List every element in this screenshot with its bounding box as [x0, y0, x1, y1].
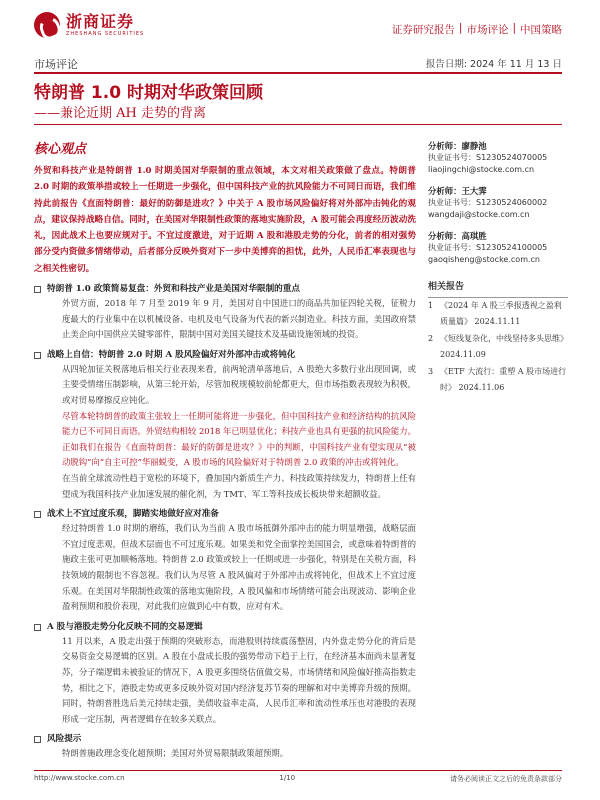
section-paragraph: 特朗普施政理念变化超预期；美国对外贸易限制政策超预期。 — [62, 748, 289, 759]
logo-text-en: ZHESHANG SECURITIES — [66, 30, 145, 37]
section-heading-text: 特朗普 1.0 政策简易复盘：外贸和科技产业是美国对华限制的重点 — [47, 284, 300, 295]
related-report-number: 1 — [428, 301, 434, 310]
analyst-email[interactable]: liaojingchi@stocke.com.cn — [428, 164, 535, 174]
analyst-role: 分析师： — [428, 186, 462, 196]
checkbox-square-icon — [34, 511, 41, 518]
sections-container — [34, 283, 416, 762]
section-tag: 市场评论 — [34, 58, 78, 71]
report-date: 报告日期: 2024 年 11 月 13 日 — [425, 59, 562, 70]
section-heading-text: 战略上自信：特朗普 2.0 时期 A 股风险偏好对外部冲击或将钝化 — [47, 349, 296, 360]
analyst-card — [428, 140, 568, 175]
logo-text-cn: 浙商证券 — [66, 11, 135, 31]
analyst-card — [428, 230, 568, 265]
nav-report-type: 证券研究报告 — [391, 24, 455, 36]
page-header — [0, 0, 600, 52]
related-report-title: 《2024 年 A 股三季报透视之盈利质量篇》 2024.11.11 — [440, 301, 562, 327]
analyst-email[interactable]: wangdaji@stocke.com.cn — [428, 209, 530, 219]
section-paragraph: 经过特朗普 1.0 时期的磨练，我们认为当前 A 股市场抵御外部冲击的能力明显增强，战略层面不宜过度悲观，但战术层面也不可过度乐观。如果美和党全面掌控美国国会，或意味着特朗普的施政主张可更加顺畅落地。特朗普 2.0 政策或较上一任期或进一步强化，特别是在关税方面，科技领域的限制也不容忽视。我们认为尽管 A 股风偏对于外部冲击或将钝化，但战术上不宜过度乐观。在美国对华限制性政策的落地实施阶段，A 股风偏和市场情绪可能会出现波动、影响企业盈利预期和股价表现，对此我们应做到心中有数，应对有术。 — [62, 523, 416, 612]
section-paragraph: 从四轮加征关税落地后相关行业表现来看，前两轮清单落地后，A 股绝大多数行业出现回调，或主要受情绪压制影响，从第三轮开始，尽管加税规模较前轮都更大，但市场指数表现较为积极，或对贸易摩擦反应钝化。 — [62, 363, 416, 406]
section-heading — [34, 349, 416, 362]
footer-website[interactable]: http://www.stocke.com.cn — [34, 774, 125, 782]
section-heading — [34, 733, 416, 746]
logo-mark-icon — [34, 12, 60, 38]
related-report-number: 2 — [428, 333, 434, 343]
analyst-cert: 执业证书号：S1230524100005 — [428, 243, 548, 252]
page-footer — [34, 774, 562, 784]
company-logo — [34, 12, 144, 38]
related-report-title: 《短线复杂化，中线坚持多头思维》 2024.11.09 — [440, 333, 568, 360]
section-paragraph: 在当前全球流动性趋于宽松的环境下，叠加国内新质生产力、科技政策持续发力，特朗普上任有望成为我国科技产业加速发展的催化剂，为 TMT、军工等科技成长板块带来超额收益。 — [62, 473, 416, 499]
analyst-name-row — [428, 140, 568, 152]
checkbox-square-icon — [34, 736, 41, 743]
section-heading-text: 战术上不宜过度乐观，脚踏实地做好应对准备 — [47, 509, 219, 520]
sidebar — [428, 130, 568, 396]
checkbox-square-icon — [34, 352, 41, 359]
related-report-item[interactable] — [428, 364, 568, 397]
analyst-cert: 执业证书号：S1230524060002 — [428, 198, 548, 207]
section-paragraph: 尽管本轮特朗普的政策主张较上一任期可能将进一步强化，但中国科技产业和经济结构的抗风险能力已不可同日而语。外贸结构相较 2018 年已明显优化；科技产业也具有更强的抗风险能力。正如我们在报告《直面特朗普：最好的防御是进攻？》中的判断，中国科技产业有望实现从“被动脱钩”向“自主可控”华丽蜕变，A 股市场的风险偏好对于特朗普 2.0 政策的冲击或将钝化。 — [62, 410, 416, 468]
footer-divider — [34, 770, 562, 771]
report-subtitle: ——兼论近期 AH 走势的背离 — [34, 106, 206, 121]
checkbox-square-icon — [34, 624, 41, 631]
analyst-name: 廖静池 — [461, 141, 487, 151]
report-title: 特朗普 1.0 时期对华政策回顾 — [34, 83, 263, 103]
header-nav: 证券研究报告 | 市场评论 | 中国策略 — [391, 22, 562, 36]
analyst-name: 高琪胜 — [461, 231, 487, 241]
nav-topic: 中国策略 — [520, 24, 562, 36]
related-report-number: 3 — [428, 366, 434, 376]
related-list — [428, 298, 568, 396]
related-report-item[interactable] — [428, 331, 568, 364]
related-heading: 相关报告 — [428, 281, 568, 298]
analyst-card — [428, 185, 568, 220]
header-divider — [34, 72, 562, 74]
section-heading-text: A 股与港股走势分化反映不同的交易逻辑 — [47, 621, 203, 632]
footer-page-number: 1/10 — [279, 774, 296, 782]
section-heading — [34, 508, 416, 521]
analyst-name-row — [428, 230, 568, 242]
section-heading — [34, 621, 416, 634]
section-heading — [34, 283, 416, 296]
checkbox-square-icon — [34, 286, 41, 293]
main-content — [34, 130, 416, 762]
nav-category: 市场评论 — [466, 24, 509, 36]
related-report-title: 《ETF 大流行：重塑 A 股市场进行时》 2024.11.06 — [440, 366, 567, 393]
footer-disclaimer: 请务必阅读正文之后的免责条款部分 — [449, 775, 562, 783]
analyst-name-row — [428, 185, 568, 197]
analyst-name: 王大霁 — [461, 186, 487, 196]
title-divider — [34, 124, 562, 125]
analyst-cert: 执业证书号：S1230524070005 — [428, 153, 548, 162]
related-report-item[interactable] — [428, 298, 568, 331]
core-summary: 外贸和科技产业是特朗普 1.0 时期美国对华限制的重点领域，本文对相关政策做了盘点。特朗普 2.0 时期的政策举措或较上一任期进一步强化，但中国科技产业的抗风险能力不可同日而语，我们维持此前报告《直面特朗普：最好的防御是进攻？》中关于 A 股市场风险偏好将对外部冲击钝化的观点，建议保持战略自信。同时，在美国对华限制性政策的落地实施阶段，A 股可能会再度经历波动洗礼，因此战术上也要应规对于。不宜过度激进，对于近期 A 股和港股走势的分化，前者的相对强势部分受内资做多情绪带动，后者部分反映外资对下一步中美博弈的担忧，此外，人民币汇率表现也与之相关性密切。 — [34, 166, 416, 274]
analyst-role: 分析师： — [428, 231, 462, 241]
section-paragraph: 11 月以来，A 股走出强于预期的突破形态，而港股则持续震荡整固，内外盘走势分化的背后是交易资金交易逻辑的区别。A 股在小盘成长股的强势带动下趋于上行，在经济基本面尚未显著复苏，分子端逻辑未被验证的情况下，A 股更多围绕估值做交易，市场情绪和风险偏好推高指数走势，相比之下，港股走势或更多反映外资对国内经济复苏节奏的理解和对中美博弈升级的预期。同时，特朗普胜选后美元持续走强，美债收益率走高，人民币汇率和流动性承压也对港股的表现形成一定压制，两者逻辑存在较多关联点。 — [62, 635, 416, 724]
analyst-role: 分析师： — [428, 141, 462, 151]
analyst-list — [428, 140, 568, 265]
core-heading: 核心观点 — [34, 142, 87, 157]
section-paragraph: 外贸方面，2018 年 7 月至 2019 年 9 月，美国对自中国进口的商品共加征四轮关税，征税力度最大的行业集中在以机械设备、电机及电气设备为代表的新兴制造业。科技方面，美国政府禁止美企向中国供应关键零部件，限制中国对美国关键技术及基础设施领域的投资。 — [62, 298, 416, 340]
section-heading-text: 风险提示 — [47, 734, 82, 745]
analyst-email[interactable]: gaoqisheng@stocke.com.cn — [428, 254, 540, 264]
